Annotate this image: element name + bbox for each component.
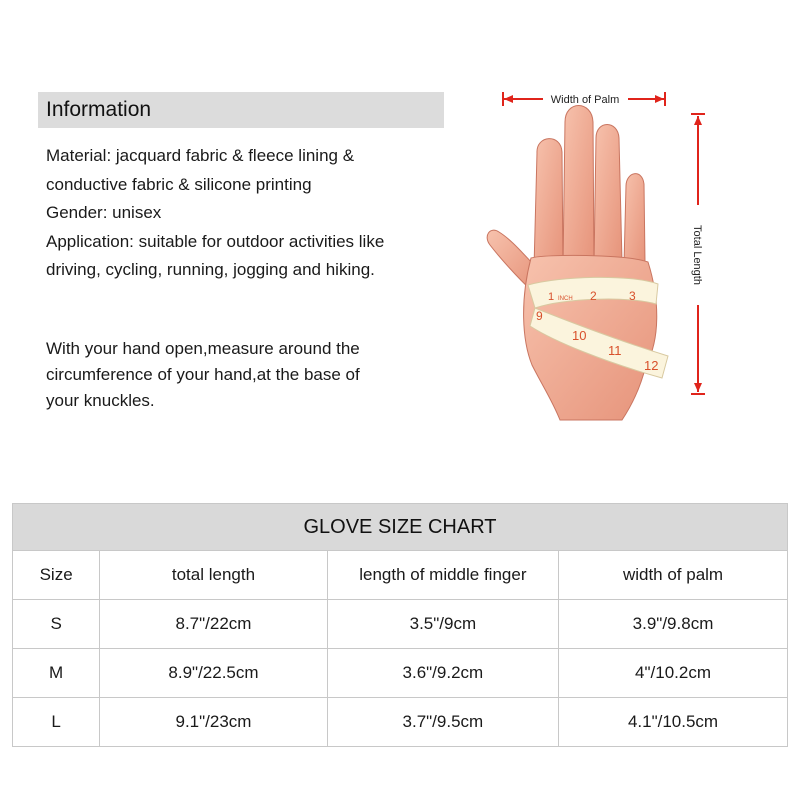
total-length-label: Total Length — [691, 225, 703, 285]
size-cell: M — [13, 649, 100, 698]
instruction-line: circumference of your hand,at the base of — [46, 365, 360, 384]
table-row — [13, 698, 787, 747]
size-table — [13, 551, 787, 746]
header-middle-finger: length of middle finger — [327, 551, 558, 600]
measure-instructions — [46, 336, 446, 414]
table-cell: 4"/10.2cm — [559, 649, 787, 698]
table-cell: 9.1"/23cm — [100, 698, 327, 747]
table-cell: 8.9"/22.5cm — [100, 649, 327, 698]
information-header — [38, 92, 444, 128]
header-total-length: total length — [100, 551, 327, 600]
hand-measurement-diagram — [470, 85, 720, 425]
table-cell: 3.6"/9.2cm — [327, 649, 558, 698]
table-row — [13, 600, 787, 649]
glove-size-chart — [12, 503, 788, 747]
size-chart-title: GLOVE SIZE CHART — [13, 504, 787, 551]
information-title: Information — [46, 98, 152, 121]
info-line: Material: jacquard fabric & fleece lining & — [46, 146, 355, 165]
tape-inch-label: INCH — [558, 296, 573, 302]
header-size: Size — [13, 551, 100, 600]
product-info-text — [46, 142, 456, 285]
tape-number: 2 — [590, 289, 597, 303]
tape-number: 12 — [644, 358, 659, 373]
instruction-line: With your hand open,measure around the — [46, 339, 360, 358]
info-line: conductive fabric & silicone printing — [46, 174, 312, 194]
table-row — [13, 649, 787, 698]
hand-illustration — [487, 106, 657, 421]
table-header-row — [13, 551, 787, 600]
tape-number: 3 — [629, 289, 636, 303]
tape-number: 11 — [608, 343, 622, 358]
tape-number: 10 — [572, 328, 587, 343]
info-line: Application: suitable for outdoor activities like — [46, 231, 385, 251]
size-cell: S — [13, 600, 100, 649]
tape-number: 9 — [536, 309, 543, 323]
info-line: Gender: unisex — [46, 203, 162, 222]
table-cell: 3.7"/9.5cm — [327, 698, 558, 747]
width-of-palm-label: Width of Palm — [550, 94, 620, 106]
size-cell: L — [13, 698, 100, 747]
table-cell: 4.1"/10.5cm — [559, 698, 787, 747]
info-line: driving, cycling, running, jogging and hiking. — [46, 260, 375, 279]
tape-number: 1 — [548, 291, 555, 303]
table-cell: 8.7"/22cm — [100, 600, 327, 649]
table-cell: 3.9"/9.8cm — [559, 600, 787, 649]
table-cell: 3.5"/9cm — [327, 600, 558, 649]
instruction-line: your knuckles. — [46, 391, 155, 410]
header-width-of-palm: width of palm — [559, 551, 787, 600]
